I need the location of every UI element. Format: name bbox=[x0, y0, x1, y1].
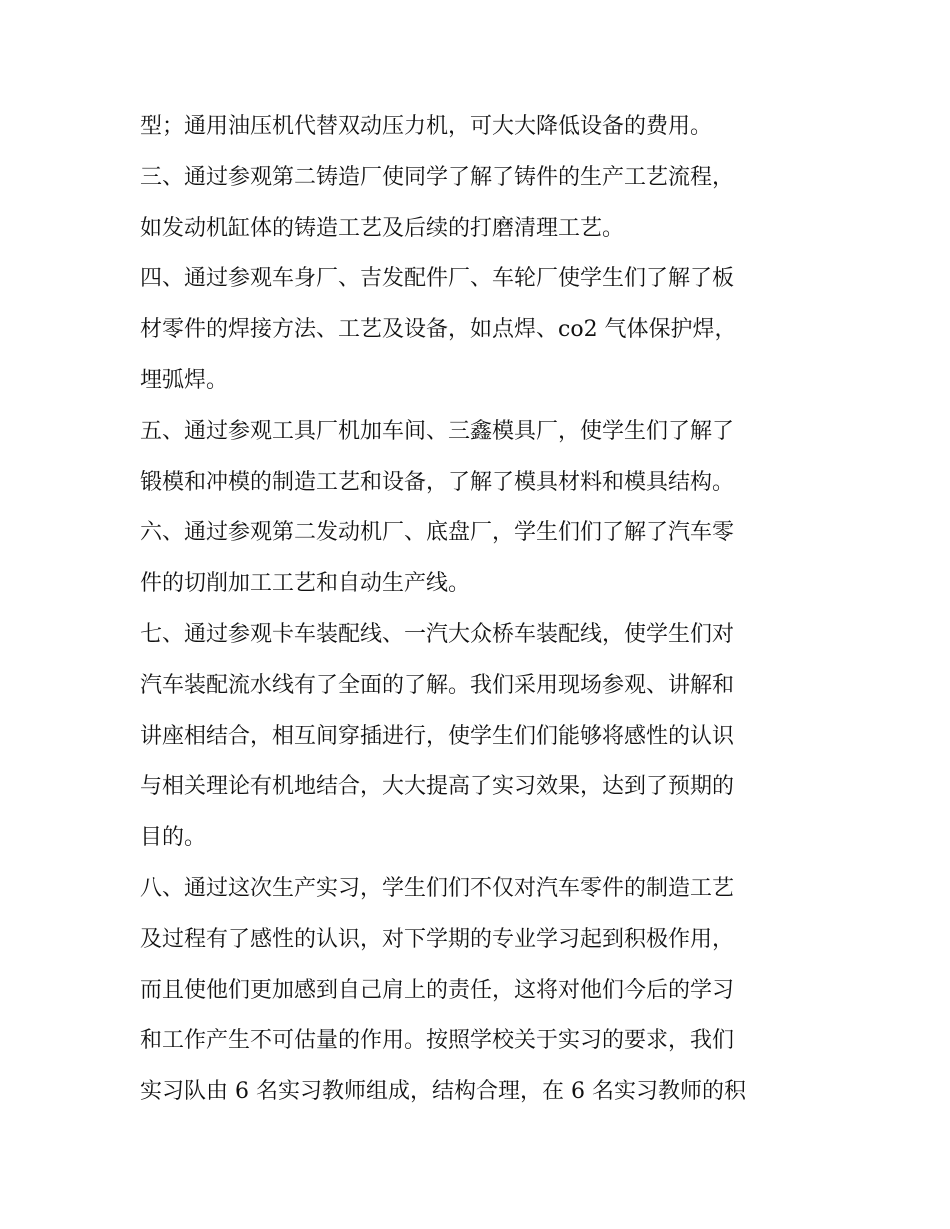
document-body bbox=[140, 102, 820, 1118]
text-line: 型；通用油压机代替双动压力机，可大大降低设备的费用。 bbox=[140, 114, 713, 139]
text-line: 三、通过参观第二铸造厂使同学了解了铸件的生产工艺流程， bbox=[140, 164, 735, 190]
text-line: 六、通过参观第二发动机厂、底盘厂，学生们们了解了汽车零 bbox=[140, 520, 735, 546]
text-line: 和工作产生不可估量的作用。按照学校关于实习的要求，我们 bbox=[140, 1028, 735, 1054]
text-line: 件的切削加工工艺和自动生产线。 bbox=[140, 571, 471, 597]
text-line: 锻模和冲模的制造工艺和设备，了解了模具材料和模具结构。 bbox=[140, 469, 735, 495]
text-line: 八、通过这次生产实习，学生们们不仅对汽车零件的制造工艺 bbox=[140, 875, 735, 901]
text-line: 与相关理论有机地结合，大大提高了实习效果，达到了预期的 bbox=[140, 774, 735, 800]
text-line: 埋弧焊。 bbox=[140, 367, 229, 393]
text-line: 实习队由 6 名实习教师组成，结构合理，在 6 名实习教师的积 bbox=[140, 1079, 746, 1105]
text-line: 及过程有了感性的认识，对下学期的专业学习起到积极作用， bbox=[140, 926, 735, 952]
text-line: 如发动机缸体的铸造工艺及后续的打磨清理工艺。 bbox=[140, 215, 625, 241]
text-line: 目的。 bbox=[140, 825, 207, 851]
text-line: 而且使他们更加感到自己肩上的责任，这将对他们今后的学习 bbox=[140, 977, 735, 1003]
text-line: 七、通过参观卡车装配线、一汽大众桥车装配线，使学生们对 bbox=[140, 621, 735, 647]
text-line: 材零件的焊接方法、工艺及设备，如点焊、co2 气体保护焊， bbox=[140, 317, 737, 343]
text-line: 五、通过参观工具厂机加车间、三鑫模具厂，使学生们了解了 bbox=[140, 418, 735, 444]
text-line: 四、通过参观车身厂、吉发配件厂、车轮厂使学生们了解了板 bbox=[140, 266, 735, 292]
text-line: 讲座相结合，相互间穿插进行，使学生们们能够将感性的认识 bbox=[140, 723, 735, 749]
text-line: 汽车装配流水线有了全面的了解。我们采用现场参观、讲解和 bbox=[140, 672, 735, 698]
